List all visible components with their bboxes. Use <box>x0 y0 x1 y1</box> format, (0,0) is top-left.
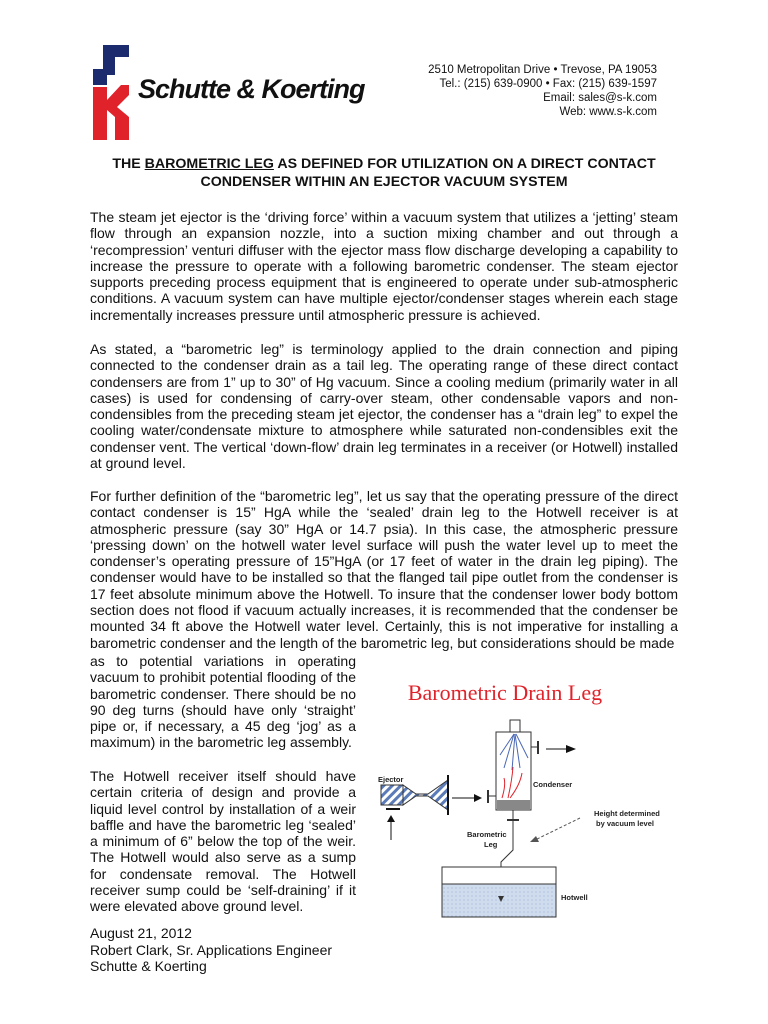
hotwell-icon <box>442 867 556 917</box>
date: August 21, 2012 <box>90 925 192 941</box>
height-label-1: Height determined <box>594 809 660 818</box>
barometric-drain-leg-diagram <box>370 670 670 920</box>
title-pre: THE <box>112 156 145 172</box>
title-underlined: BAROMETRIC LEG <box>144 156 274 172</box>
paragraph-1: The steam jet ejector is the ‘driving force’ within a vacuum system that utilizes a ‘jetting’ steam flow through an expansion nozzle, into a suction mixing chamber and out through a ‘recompression’ venturi diffuser with the ejector mass flow discharge developing a capability to increase the pressure to operate with a following barometric condenser. The steam ejector supports preceding process equipment that is engineered to operate under sub-atmospheric conditions. A vacuum system can have multiple ejector/condenser stages wherein each stage incrementally increases pressure until atmospheric pressure is achieved. <box>90 209 678 323</box>
company-logo <box>93 45 138 145</box>
barometric-leg-label-1: Barometric <box>467 830 507 839</box>
paragraph-3-continued: as to potential variations in operating vacuum to prohibit potential flooding of the barometric condenser. There should be no 90 deg turns (should have only ‘straight’ pipe or, if necessary, a 45 deg ‘jog’ as a maximum) in the barometric leg assembly. <box>90 653 356 751</box>
ejector-label: Ejector <box>378 775 404 784</box>
email-line: Email: sales@s-k.com <box>543 92 657 104</box>
title-post: AS DEFINED FOR UTILIZATION ON A DIRECT CONTACT CONDENSER WITHIN AN EJECTOR VACUUM SYSTEM <box>200 156 656 190</box>
barometric-leg-label-2: Leg <box>484 840 498 849</box>
company: Schutte & Koerting <box>90 958 207 974</box>
document-title <box>90 155 678 191</box>
hotwell-label: Hotwell <box>561 893 588 902</box>
diagram-title: Barometric Drain Leg <box>407 680 603 705</box>
paragraph-2: As stated, a “barometric leg” is terminology applied to the drain connection and piping connected to the condenser drain as a tail leg. The operating range of these direct contact condensers are from 1” up to 30” of Hg vacuum. Since a cooling medium (primarily water in all cases) is used for condensing of carry-over steam, other condensable vapors and non-condensibles from the preceding steam jet ejector, the condenser has a “drain leg” to expel the cooling water/condensate mixture to atmosphere while saturated non-condensibles exit the condenser vent. The vertical ‘down-flow’ drain leg terminates in a receiver (or Hotwell) installed at ground level. <box>90 341 678 472</box>
author: Robert Clark, Sr. Applications Engineer <box>90 941 333 958</box>
company-name: Schutte & Koerting <box>138 74 365 104</box>
paragraph-4: The Hotwell receiver itself should have certain criteria of design and provide a liquid level control by installation of a weir baffle and have the barometric leg ‘sealed’ a minimum of 6” below the top of the weir. The Hotwell would also serve as a sump for condensate removal. The Hotwell receiver sump could be ‘self-draining’ if it were elevated above ground level. <box>90 768 356 915</box>
company-address <box>428 63 657 119</box>
signature-block <box>90 925 332 975</box>
phone-fax-line: Tel.: (215) 639-0900 • Fax: (215) 639-1597 <box>439 78 657 90</box>
condenser-label: Condenser <box>533 780 573 789</box>
sk-logo-mark <box>93 45 138 140</box>
diagram-drawing <box>370 670 670 920</box>
web-line: Web: www.s-k.com <box>559 106 657 118</box>
paragraph-3: For further definition of the “barometric leg”, let us say that the operating pressure of the direct contact condenser is 15” HgA while the ‘sealed’ drain leg to the Hotwell receiver is at atmospheric pressure (say 30” HgA or 14.7 psia). In this case, the atmospheric pressure ‘pressing down’ on the hotwell water level surface will push the water level up to meet the condenser’s operating pressure of 15”HgA (or 17 feet of water in the drain leg piping). The condenser would have to be installed so that the flanged tail pipe outlet from the condenser is 17 feet absolute minimum above the Hotwell. To insure that the condenser lower body bottom section does not flood if vacuum actually increases, it is recommended that the condenser be mounted 34 ft above the Hotwell water level. Certainly, this is not imperative for installing a barometric condenser and the length of the barometric leg, but considerations should be made <box>90 488 678 651</box>
address-line: 2510 Metropolitan Drive • Trevose, PA 19053 <box>428 64 657 76</box>
height-label-2: by vacuum level <box>596 819 654 828</box>
